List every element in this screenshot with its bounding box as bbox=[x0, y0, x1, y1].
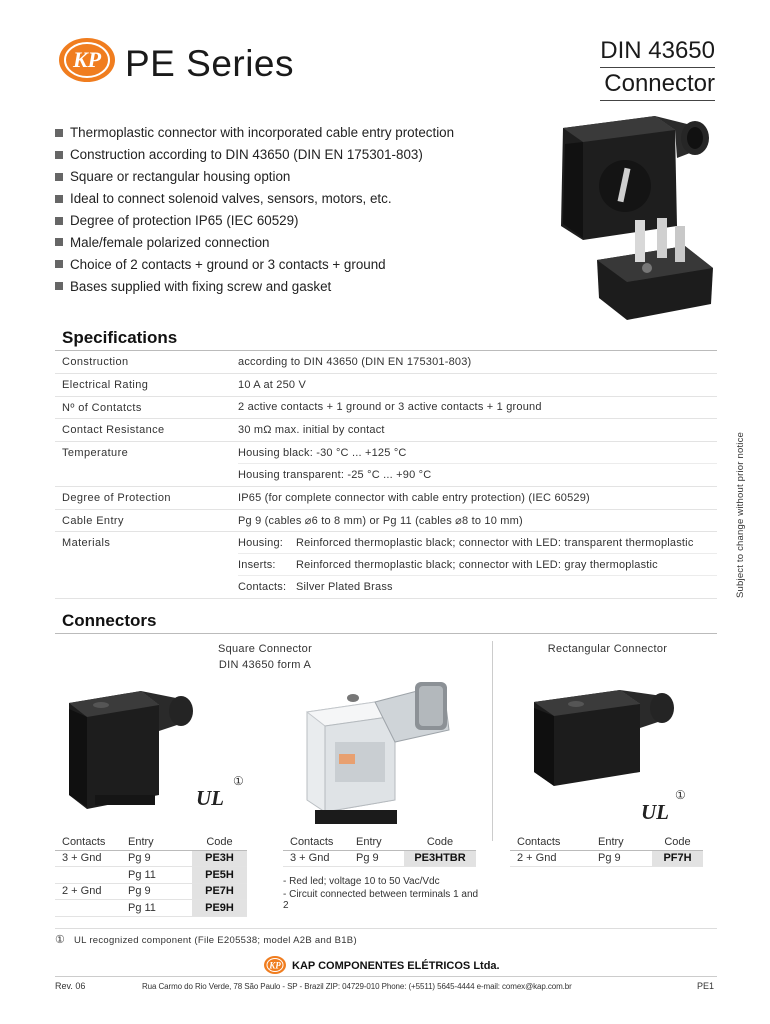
spec-value bbox=[238, 554, 717, 576]
square-connector-title: Square Connector bbox=[217, 643, 313, 655]
ul-recognized-icon-square: UL bbox=[196, 786, 224, 810]
square-bullet-icon bbox=[55, 151, 63, 159]
footnote-rule bbox=[55, 928, 717, 929]
entry-cell: Pg 9 bbox=[128, 852, 151, 865]
spec-value bbox=[238, 397, 717, 419]
footnote-marker: ① bbox=[55, 934, 65, 946]
entry-cell: Pg 9 bbox=[356, 852, 379, 865]
spec-label: Construction bbox=[62, 356, 129, 368]
connector-table-header bbox=[283, 834, 476, 851]
spec-value bbox=[238, 576, 717, 598]
spec-row bbox=[55, 510, 717, 533]
feature-text: Choice of 2 contacts + ground or 3 contacts + ground bbox=[70, 256, 386, 272]
feature-text: Degree of protection IP65 (IEC 60529) bbox=[70, 213, 299, 228]
spec-sub-label: Housing: bbox=[238, 536, 284, 549]
square-bullet-icon bbox=[55, 238, 63, 246]
feature-text: Ideal to connect solenoid valves, sensors, motors, etc. bbox=[70, 191, 392, 207]
ul-recognized-icon-rect: UL bbox=[641, 800, 669, 824]
code-cell: PF7H bbox=[652, 851, 703, 867]
din-standard: DIN 43650 bbox=[600, 37, 715, 64]
spec-value bbox=[238, 532, 717, 554]
rectangular-connector-image bbox=[520, 668, 685, 808]
connector-table-row bbox=[55, 851, 247, 868]
connector-table-row bbox=[55, 900, 247, 917]
connector-table-row bbox=[510, 851, 703, 868]
square-bullet-icon bbox=[55, 260, 63, 268]
code-cell: PE3H bbox=[192, 851, 247, 867]
spec-value bbox=[238, 419, 717, 441]
spec-value bbox=[238, 442, 717, 464]
spec-sub-label: Contacts: bbox=[238, 580, 287, 593]
footer-page-number: PE1 bbox=[697, 981, 715, 991]
connector-table-row bbox=[55, 867, 247, 884]
code-cell: PE3HTBR bbox=[404, 851, 476, 867]
spec-value bbox=[238, 510, 717, 532]
code-cell: PE7H bbox=[192, 884, 247, 900]
din-divider-bottom bbox=[600, 100, 715, 101]
spec-value-text: Housing transparent: -25 °C ... +90 °C bbox=[238, 468, 432, 481]
footer-rule bbox=[55, 976, 717, 977]
kap-logo bbox=[57, 36, 117, 84]
contacts-cell: 3 + Gnd bbox=[290, 852, 330, 865]
square-connector-form: DIN 43650 form A bbox=[218, 659, 312, 671]
square-connector-table bbox=[55, 834, 247, 917]
square-bullet-icon bbox=[55, 217, 63, 225]
spec-row bbox=[55, 442, 717, 487]
spec-value bbox=[238, 351, 717, 373]
connector-table-row bbox=[283, 851, 476, 868]
spec-label: Materials bbox=[62, 537, 111, 550]
spec-value-text: Reinforced thermoplastic black; connector with LED: gray thermoplastic bbox=[296, 558, 658, 571]
side-note: Subject to change without prior notice bbox=[735, 431, 746, 598]
led-connector-table bbox=[283, 834, 476, 867]
feature-item bbox=[55, 275, 505, 297]
code-cell: PE5H bbox=[192, 867, 247, 883]
square-bullet-icon bbox=[55, 195, 63, 203]
square-connector-image bbox=[55, 675, 215, 825]
spec-label: Nº of Contatcts bbox=[62, 401, 142, 414]
feature-item bbox=[55, 188, 505, 210]
feature-item bbox=[55, 253, 505, 275]
ul-footnote: UL recognized component (File E205538; model A2B and B1B) bbox=[74, 935, 357, 946]
connectors-rule bbox=[55, 633, 717, 634]
feature-text: Male/female polarized connection bbox=[70, 234, 270, 250]
spec-value-text: Housing black: -30 °C ... +125 °C bbox=[238, 446, 407, 459]
din-connector-label: Connector bbox=[604, 70, 715, 97]
feature-list bbox=[55, 122, 505, 297]
footer-address: Rua Carmo do Rio Verde, 78 São Paulo - SP - Brazil ZIP: 04729-010 Phone: (+5511) 5645-4444 e-mail: comex@kap.com.br bbox=[142, 982, 572, 991]
column-header-code: Code bbox=[206, 835, 233, 848]
spec-label: Electrical Rating bbox=[62, 378, 149, 391]
column-header-code: Code bbox=[664, 835, 691, 848]
contacts-cell: 2 + Gnd bbox=[62, 885, 102, 898]
feature-text: Bases supplied with fixing screw and gasket bbox=[70, 278, 332, 294]
entry-cell: Pg 11 bbox=[128, 901, 156, 914]
spec-value-text: Reinforced thermoplastic black; connector with LED: transparent thermoplastic bbox=[296, 536, 694, 549]
footnote-marker-rect: ① bbox=[675, 788, 686, 802]
led-notes bbox=[283, 876, 483, 913]
specifications-heading: Specifications bbox=[62, 328, 178, 347]
connectors-divider bbox=[492, 641, 493, 841]
spec-value bbox=[238, 464, 717, 486]
footer-kap-logo bbox=[263, 955, 287, 975]
spec-label: Contact Resistance bbox=[62, 424, 165, 437]
connector-table-header bbox=[510, 834, 703, 851]
spec-value bbox=[238, 374, 717, 396]
spec-value-text: 10 A at 250 V bbox=[238, 378, 307, 391]
din-divider bbox=[600, 67, 715, 68]
spec-label: Temperature bbox=[62, 447, 129, 460]
spec-row bbox=[55, 351, 717, 374]
spec-label: Degree of Protection bbox=[62, 491, 171, 504]
svg-text:KP: KP bbox=[269, 960, 281, 971]
connector-table-header bbox=[55, 834, 247, 851]
column-header-contacts: Contacts bbox=[290, 835, 334, 848]
svg-text:KP: KP bbox=[72, 47, 102, 72]
led-note: - Circuit connected between terminals 1 and 2 bbox=[283, 889, 479, 911]
column-header-entry: Entry bbox=[598, 835, 624, 848]
footnote-marker-square: ① bbox=[233, 774, 244, 788]
column-header-contacts: Contacts bbox=[62, 835, 106, 848]
spec-value-text: 30 mΩ max. initial by contact bbox=[238, 424, 385, 437]
din-heading bbox=[600, 36, 715, 102]
feature-item bbox=[55, 210, 505, 232]
column-header-code: Code bbox=[426, 835, 454, 848]
rectangular-connector-table bbox=[510, 834, 703, 867]
column-header-entry: Entry bbox=[356, 835, 382, 848]
specifications-table bbox=[55, 351, 717, 599]
spec-row bbox=[55, 532, 717, 598]
entry-cell: Pg 11 bbox=[128, 868, 156, 881]
footer-company: KAP COMPONENTES ELÉTRICOS Ltda. bbox=[292, 960, 500, 972]
feature-item bbox=[55, 144, 505, 166]
connectors-heading: Connectors bbox=[62, 611, 157, 630]
contacts-cell: 3 + Gnd bbox=[62, 852, 102, 865]
feature-item bbox=[55, 231, 505, 253]
feature-text: Thermoplastic connector with incorporated cable entry protection bbox=[70, 125, 455, 141]
code-cell: PE9H bbox=[192, 900, 247, 916]
spec-row bbox=[55, 397, 717, 420]
footer-revision: Rev. 06 bbox=[55, 981, 86, 991]
entry-cell: Pg 9 bbox=[128, 885, 151, 898]
rectangular-connector-caption: Rectangular Connector bbox=[547, 643, 668, 655]
led-note: - Red led; voltage 10 to 50 Vac/Vdc bbox=[283, 876, 440, 887]
square-bullet-icon bbox=[55, 282, 63, 290]
spec-value-text: according to DIN 43650 (DIN EN 175301-803) bbox=[238, 355, 472, 368]
product-image-connector-with-base bbox=[535, 108, 725, 333]
spec-row bbox=[55, 419, 717, 442]
feature-text: Construction according to DIN 43650 (DIN EN 175301-803) bbox=[70, 147, 423, 163]
spec-value-text: Pg 9 (cables ⌀6 to 8 mm) or Pg 11 (cables ⌀8 to 10 mm) bbox=[238, 514, 523, 527]
feature-item bbox=[55, 166, 505, 188]
connector-table-row bbox=[55, 884, 247, 901]
spec-row bbox=[55, 487, 717, 510]
entry-cell: Pg 9 bbox=[598, 852, 621, 865]
spec-value bbox=[238, 487, 717, 509]
spec-value-text: Silver Plated Brass bbox=[296, 580, 393, 593]
led-connector-image bbox=[295, 672, 470, 832]
contacts-cell: 2 + Gnd bbox=[517, 852, 557, 865]
square-bullet-icon bbox=[55, 173, 63, 181]
spec-label: Cable Entry bbox=[62, 514, 124, 527]
feature-item bbox=[55, 122, 505, 144]
spec-value-text: IP65 (for complete connector with cable entry protection) (IEC 60529) bbox=[238, 491, 590, 504]
square-connector-caption bbox=[180, 643, 350, 671]
page-title: PE Series bbox=[125, 43, 295, 84]
spec-row bbox=[55, 374, 717, 397]
column-header-contacts: Contacts bbox=[517, 835, 561, 848]
feature-text: Square or rectangular housing option bbox=[70, 169, 291, 185]
spec-sub-label: Inserts: bbox=[238, 558, 276, 571]
square-bullet-icon bbox=[55, 129, 63, 137]
spec-value-text: 2 active contacts + 1 ground or 3 active contacts + 1 ground bbox=[238, 401, 542, 414]
column-header-entry: Entry bbox=[128, 835, 154, 848]
